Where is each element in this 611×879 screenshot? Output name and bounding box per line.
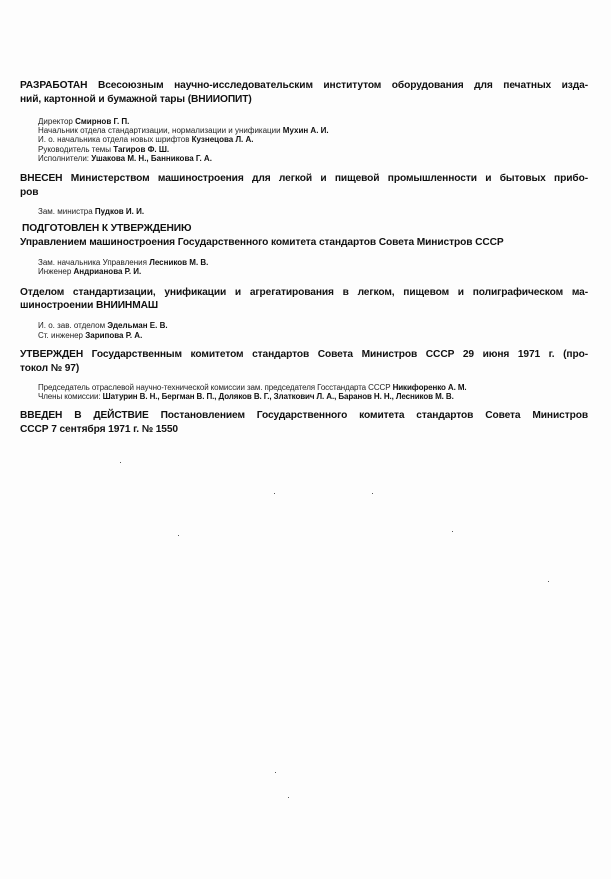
name: Лесников М. В. [149,258,209,267]
prepared-line-1: Управлением машиностроения Государственного комитета стандартов Совета Министров СССР [20,237,504,248]
approved-line-1: УТВЕРЖДЕН Государственным комитетом стандартов Совета Министров СССР 29 июня 1971 г. (про- [20,349,588,360]
person-line [38,392,454,401]
scan-speck [274,493,275,494]
person-line [38,321,168,330]
scan-speck [275,772,276,773]
prepared-heading: ПОДГОТОВЛЕН К УТВЕРЖДЕНИЮ [22,223,192,234]
name: Никифоренко А. М. [392,383,467,392]
name: Эдельман Е. В. [107,321,168,330]
developed-line-2: ний, картонной и бумажной тары (ВНИИОПИТ) [20,94,252,105]
role: Инженер [38,267,72,276]
role: Члены комиссии: [38,392,101,401]
name: Андрианова Р. И. [73,267,142,276]
enacted-line-1: ВВЕДЕН В ДЕЙСТВИЕ Постановлением Государственного комитета стандартов Совета Министров [20,410,588,421]
person-line [38,258,208,267]
role: Ст. инженер [38,331,84,340]
scan-speck [178,535,179,536]
person-line [38,154,212,163]
name: Тагиров Ф. Ш. [113,145,170,154]
developed-line-1: РАЗРАБОТАН Всесоюзным научно-исследовательским институтом оборудования для печатных изда- [20,80,588,91]
person-line [38,117,129,126]
role: Председатель отраслевой научно-технической комиссии зам. председателя Госстандарта СССР [38,383,391,392]
name: Ушакова М. Н., Банникова Г. А. [91,154,212,163]
role: Руководитель темы [38,145,112,154]
role: Зам. начальника Управления [38,258,147,267]
role: Исполнители: [38,154,90,163]
scan-speck [120,462,121,463]
name: Мухин А. И. [282,126,329,135]
department-line-2: шиностроении ВНИИНМАШ [20,300,158,311]
person-line [38,126,329,135]
person-line [38,383,467,392]
role: И. о. зав. отделом [38,321,106,330]
enacted-line-2: СССР 7 сентября 1971 г. № 1550 [20,424,178,435]
name: Пудков И. И. [94,207,145,216]
scan-speck [452,531,453,532]
person-line [38,145,169,154]
scan-speck [288,797,289,798]
role: Директор [38,117,73,126]
approved-line-2: токол № 97) [20,363,80,374]
scan-speck [372,493,373,494]
name: Зарипова Р. А. [85,331,143,340]
person-line [38,135,254,144]
name: Кузнецова Л. А. [191,135,254,144]
name: Смирнов Г. П. [75,117,130,126]
name: Шатурин В. Н., Бергман В. П., Доляков В. Г., Златкович Л. А., Баранов Н. Н., Лесников М. В. [102,392,454,401]
person-line [38,267,141,276]
introduced-line-2: ров [20,187,39,198]
department-line-1: Отделом стандартизации, унификации и агрегатирования в легком, пищевом и полиграфическом ма- [20,287,588,298]
role: Зам. министра [38,207,93,216]
person-line [38,331,142,340]
scan-speck [548,581,549,582]
introduced-line-1: ВНЕСЕН Министерством машиностроения для легкой и пищевой промышленности и бытовых прибо- [20,173,588,184]
role: И. о. начальника отдела новых шрифтов [38,135,190,144]
role: Начальник отдела стандартизации, нормализации и унификации [38,126,281,135]
person-line [38,207,144,216]
